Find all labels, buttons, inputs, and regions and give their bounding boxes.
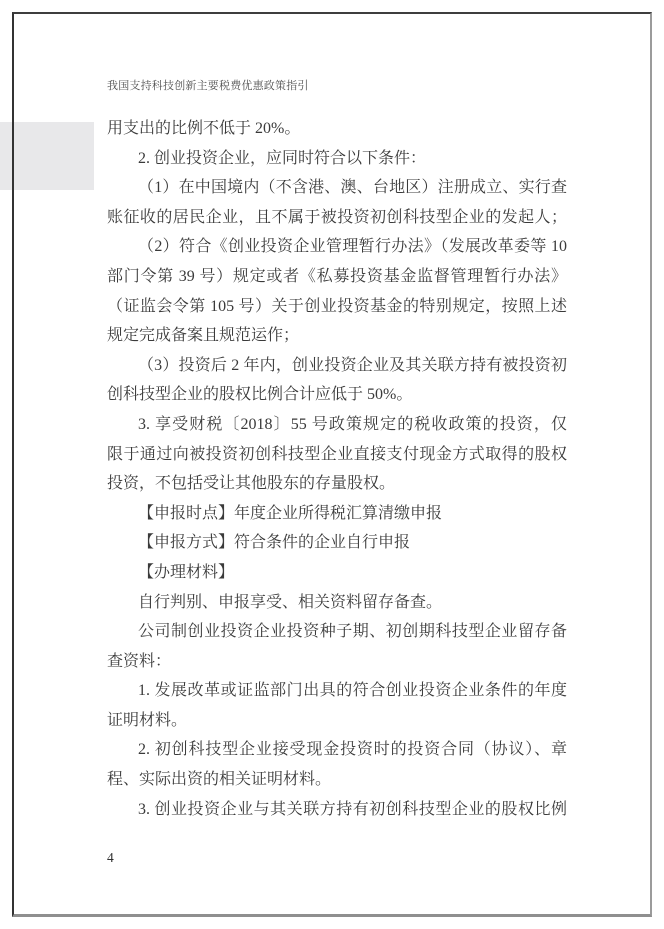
body-text-line: 3. 享受财税〔2018〕55 号政策规定的税收政策的投资，仅 (138, 415, 567, 433)
body-text-line: （2）符合《创业投资企业管理暂行办法》（发展改革委等 10 (138, 238, 567, 256)
body-text-line: 公司制创业投资企业投资种子期、初创期科技型企业留存备 (138, 623, 567, 641)
body-text-line: 创科技型企业的股权比例合计应低于 50%。 (107, 386, 413, 404)
body-text-block (107, 114, 567, 824)
body-text-line: 2. 初创科技型企业接受现金投资时的投资合同（协议）、章 (138, 741, 567, 759)
body-text-line: （1）在中国境内（不含港、澳、台地区）注册成立、实行查 (138, 179, 567, 197)
body-text-line: 【申报方式】符合条件的企业自行申报 (138, 534, 411, 552)
body-text-line: 【办理材料】 (138, 563, 235, 581)
body-text-line: 限于通过向被投资初创科技型企业直接支付现金方式取得的股权 (107, 445, 567, 463)
body-text-line: 用支出的比例不低于 20%。 (107, 120, 301, 137)
body-text-line: 自行判别、申报享受、相关资料留存备查。 (138, 593, 443, 611)
body-text-line: 程、实际出资的相关证明材料。 (107, 771, 332, 789)
body-text-line: 规定完成备案且规范运作； (107, 327, 300, 345)
body-text-line: 2. 创业投资企业，应同时符合以下条件： (138, 149, 427, 167)
body-text-line: （3）投资后 2 年内，创业投资企业及其关联方持有被投资初 (138, 356, 567, 374)
body-text-line: （证监会令第 105 号）关于创业投资基金的特别规定，按照上述 (107, 297, 567, 315)
body-text-line: 账征收的居民企业，且不属于被投资初创科技型企业的发起人； (107, 208, 567, 226)
body-text-line: 投资，不包括受让其他股东的存量股权。 (107, 475, 396, 493)
page-edge-tab (0, 122, 94, 190)
body-text-line: 证明材料。 (107, 711, 188, 729)
body-text-line: 3. 创业投资企业与其关联方持有初创科技型企业的股权比例 (138, 800, 567, 818)
body-text-line: 部门令第 39 号）规定或者《私募投资基金监督管理暂行办法》 (107, 267, 567, 285)
running-header: 我国支持科技创新主要税费优惠政策指引 (107, 80, 309, 92)
body-text-line: 查资料： (107, 652, 172, 670)
body-text-line: 【申报时点】年度企业所得税汇算清缴申报 (138, 504, 443, 522)
page-number: 4 (107, 850, 114, 865)
body-text-line: 1. 发展改革或证监部门出具的符合创业投资企业条件的年度 (138, 682, 567, 700)
